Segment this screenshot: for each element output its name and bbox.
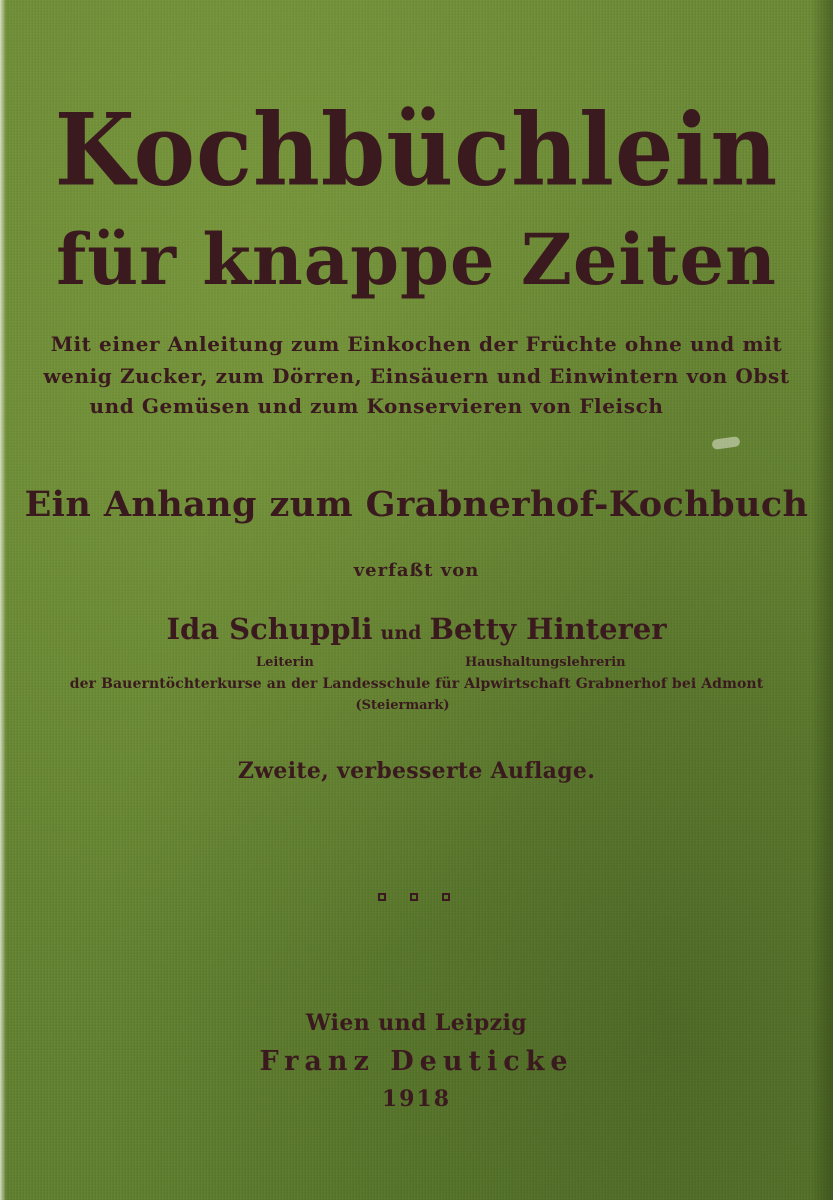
- appendix-subtitle: Ein Anhang zum Grabnerhof-Kochbuch: [24, 484, 809, 525]
- authors: [0, 612, 833, 646]
- author-conjunction: und: [380, 622, 422, 644]
- author-first: Ida Schuppli: [166, 612, 373, 646]
- description-line-1: Mit einer Anleitung zum Einkochen der Früchte ohne und mit: [50, 332, 783, 356]
- description-line-3: und Gemüsen und zum Konservieren von Fleisch: [89, 394, 664, 418]
- edition-line: Zweite, verbesserte Auflage.: [237, 758, 596, 784]
- role-second-author: Haushaltungslehrerin: [465, 655, 626, 670]
- ornament-square: [378, 893, 386, 901]
- title-line-1: Kochbüchlein: [54, 91, 779, 209]
- ornament-square: [410, 893, 418, 901]
- publication-year: 1918: [381, 1086, 452, 1112]
- ornament-squares: [378, 893, 450, 907]
- paper-wear-mark: [711, 436, 740, 450]
- region-line: (Steiermark): [355, 698, 450, 713]
- publication-place: Wien und Leipzig: [305, 1010, 528, 1036]
- role-first-author: Leiterin: [256, 655, 314, 670]
- author-second: Betty Hinterer: [429, 612, 667, 646]
- description-line-2: wenig Zucker, zum Dörren, Einsäuern und Einwintern von Obst: [43, 364, 790, 388]
- school-line: der Bauerntöchterkurse an der Landesschule für Alpwirtschaft Grabnerhof bei Admont: [69, 676, 764, 692]
- title-line-2: für knappe Zeiten: [56, 218, 777, 301]
- byline: verfaßt von: [353, 560, 480, 581]
- publisher-name: Franz Deuticke: [259, 1046, 574, 1077]
- ornament-square: [442, 893, 450, 901]
